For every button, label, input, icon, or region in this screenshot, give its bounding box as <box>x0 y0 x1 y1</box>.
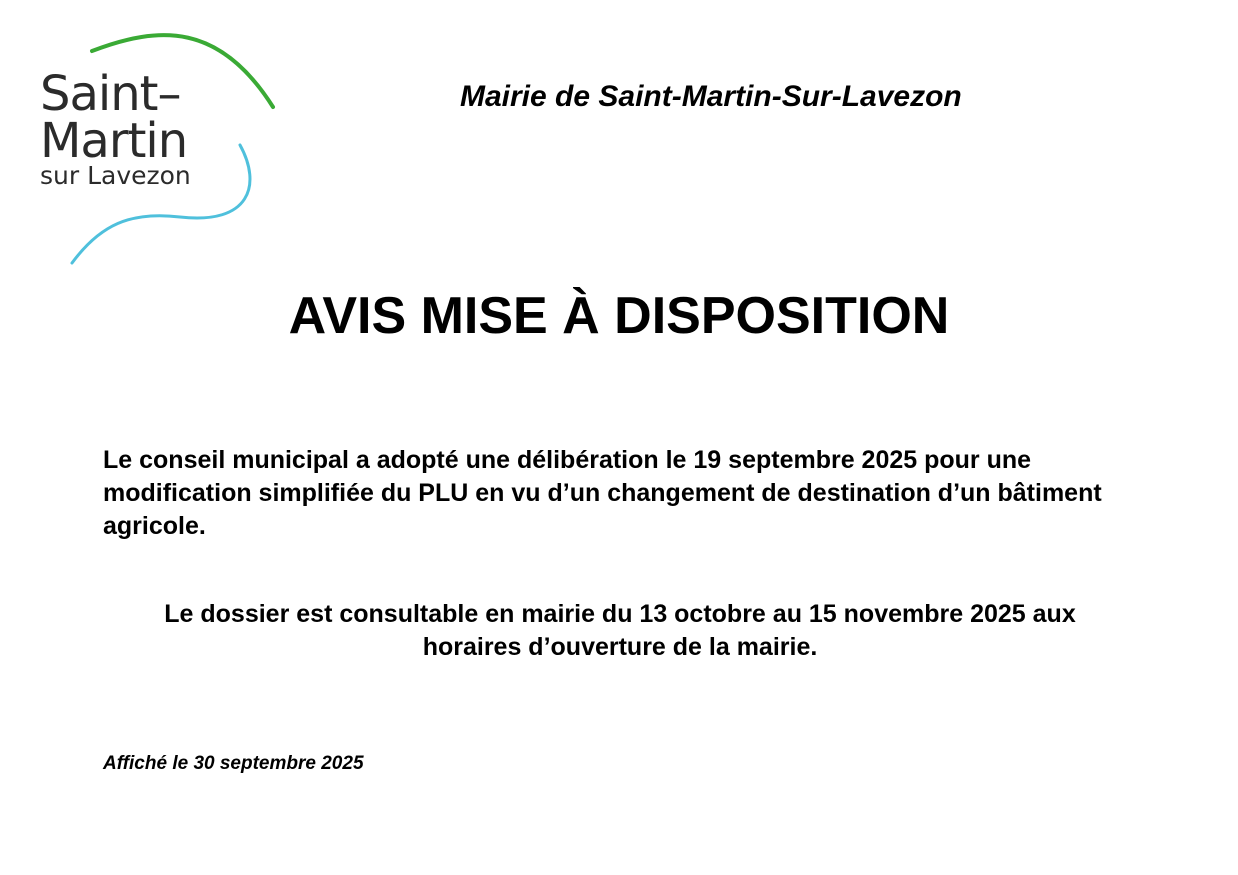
deliberation-paragraph: Le conseil municipal a adopté une délibération le 19 septembre 2025 pour une modification simplifiée du PLU en vu d’un changement de destination d’un bâtiment agricole. <box>103 446 1102 540</box>
notice-title: AVIS MISE À DISPOSITION <box>288 287 950 345</box>
consultation-line-1: Le dossier est consultable en mairie du 13 octobre au 15 novembre 2025 aux <box>164 600 1076 628</box>
municipality-logo <box>30 25 290 275</box>
logo-text-martin: Martin <box>40 113 188 169</box>
logo-text-saint: Saint– <box>40 66 181 122</box>
posted-date: Affiché le 30 septembre 2025 <box>103 753 364 774</box>
mairie-heading: Mairie de Saint-Martin-Sur-Lavezon <box>460 80 962 113</box>
consultation-line-2: horaires d’ouverture de la mairie. <box>422 633 818 661</box>
logo-text-sur-lavezon: sur Lavezon <box>40 161 191 190</box>
consultation-paragraph <box>60 598 1180 664</box>
